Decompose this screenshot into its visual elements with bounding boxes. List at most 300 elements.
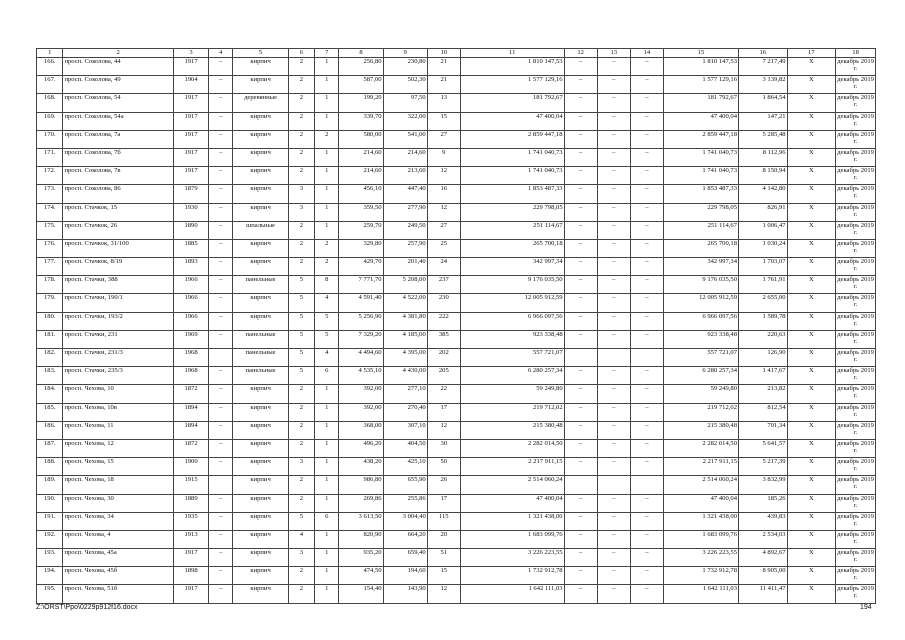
- cell-residents: 51: [427, 549, 460, 567]
- cell-total-cost: 1 321 438,00: [460, 512, 564, 530]
- cell-marker: Х: [787, 439, 836, 457]
- cell-cost-sum: 1 741 040,73: [663, 148, 738, 166]
- cell-address: просп. Соколова, 7б: [63, 148, 173, 166]
- cell-deadline: декабрь 2019 г.: [836, 367, 876, 385]
- column-header: 5: [233, 49, 288, 58]
- cell-col-12: –: [564, 294, 597, 312]
- cell-col-12: –: [564, 330, 597, 348]
- cell-entrances: 1: [315, 421, 339, 439]
- cell-total-area: 4 591,40: [339, 294, 383, 312]
- cell-col-14: –: [630, 167, 663, 185]
- cell-cost-sum: 265 700,18: [663, 239, 738, 257]
- table-row: [37, 239, 876, 257]
- cell-unit-cost: 701,34: [739, 421, 788, 439]
- cell-col-13: –: [597, 185, 630, 203]
- cell-year: 1966: [173, 312, 208, 330]
- cell-unit-cost: 2 655,00: [739, 294, 788, 312]
- cell-residents: 115: [427, 512, 460, 530]
- cell-floors: 2: [288, 112, 314, 130]
- cell-entrances: 1: [315, 185, 339, 203]
- cell-col-4: –: [209, 167, 233, 185]
- cell-address: просп. Чехова, 4: [63, 530, 173, 548]
- cell-residents: 222: [427, 312, 460, 330]
- cell-row-number: 176.: [37, 239, 63, 257]
- cell-total-area: 7 771,70: [339, 276, 383, 294]
- cell-total-cost: 923 338,48: [460, 330, 564, 348]
- cell-unit-cost: 1 006,47: [739, 221, 788, 239]
- cell-residents: 27: [427, 221, 460, 239]
- cell-row-number: 181.: [37, 330, 63, 348]
- cell-year: 1968: [173, 367, 208, 385]
- cell-deadline: декабрь 2019 г.: [836, 476, 876, 494]
- cell-year: 1966: [173, 294, 208, 312]
- cell-cost-sum: 1 321 438,00: [663, 512, 738, 530]
- cell-col-4: –: [209, 258, 233, 276]
- cell-col-14: –: [630, 494, 663, 512]
- cell-entrances: 2: [315, 258, 339, 276]
- cell-col-12: –: [564, 367, 597, 385]
- cell-address: просп. Стачки, 190/1: [63, 294, 173, 312]
- cell-address: просп. Стачки, 231: [63, 330, 173, 348]
- cell-residents: 17: [427, 494, 460, 512]
- table-row: [37, 494, 876, 512]
- cell-unit-cost: 4 142,80: [739, 185, 788, 203]
- cell-cost-sum: 6 966 097,56: [663, 312, 738, 330]
- cell-cost-sum: 923 338,48: [663, 330, 738, 348]
- cell-floors: 5: [288, 330, 314, 348]
- cell-col-14: –: [630, 585, 663, 603]
- cell-marker: Х: [787, 530, 836, 548]
- table-row: [37, 58, 876, 76]
- cell-year: 1904: [173, 76, 208, 94]
- cell-col-12: –: [564, 203, 597, 221]
- cell-marker: Х: [787, 239, 836, 257]
- cell-address: просп. Стачки, 193/2: [63, 312, 173, 330]
- table-row: [37, 203, 876, 221]
- cell-living-area: 4 381,80: [383, 312, 427, 330]
- table-row: [37, 94, 876, 112]
- cell-row-number: 180.: [37, 312, 63, 330]
- cell-residents: 15: [427, 112, 460, 130]
- cell-unit-cost: 1 589,78: [739, 312, 788, 330]
- cell-wall-material: кирпич: [233, 185, 288, 203]
- cell-residents: 237: [427, 276, 460, 294]
- cell-living-area: 277,10: [383, 385, 427, 403]
- cell-entrances: 1: [315, 112, 339, 130]
- cell-total-area: 214,60: [339, 167, 383, 185]
- cell-total-area: 496,20: [339, 439, 383, 457]
- table-body: [37, 58, 876, 604]
- cell-col-12: –: [564, 239, 597, 257]
- cell-residents: 15: [427, 567, 460, 585]
- cell-cost-sum: 1 741 040,73: [663, 167, 738, 185]
- cell-deadline: декабрь 2019 г.: [836, 567, 876, 585]
- cell-wall-material: кирпич: [233, 530, 288, 548]
- cell-deadline: декабрь 2019 г.: [836, 385, 876, 403]
- cell-col-4: –: [209, 130, 233, 148]
- cell-wall-material: кирпич: [233, 403, 288, 421]
- cell-row-number: 187.: [37, 439, 63, 457]
- cell-living-area: 4 395,00: [383, 349, 427, 367]
- cell-total-area: 368,00: [339, 421, 383, 439]
- cell-address: просп. Стачкок, 26: [63, 221, 173, 239]
- cell-col-14: –: [630, 512, 663, 530]
- cell-marker: Х: [787, 494, 836, 512]
- cell-marker: Х: [787, 476, 836, 494]
- cell-col-14: –: [630, 130, 663, 148]
- page-number: 194: [860, 604, 872, 611]
- cell-row-number: 179.: [37, 294, 63, 312]
- cell-residents: 12: [427, 585, 460, 603]
- cell-year: 1898: [173, 567, 208, 585]
- table-row: [37, 439, 876, 457]
- cell-col-13: –: [597, 385, 630, 403]
- cell-residents: 21: [427, 58, 460, 76]
- cell-wall-material: кирпич: [233, 239, 288, 257]
- cell-col-13: –: [597, 567, 630, 585]
- cell-marker: Х: [787, 221, 836, 239]
- cell-wall-material: деревянные: [233, 94, 288, 112]
- table-row: [37, 403, 876, 421]
- cell-total-cost: 229 798,05: [460, 203, 564, 221]
- cell-wall-material: кирпич: [233, 421, 288, 439]
- cell-total-cost: 1 853 487,33: [460, 185, 564, 203]
- cell-residents: 50: [427, 458, 460, 476]
- cell-row-number: 194.: [37, 567, 63, 585]
- cell-residents: 230: [427, 294, 460, 312]
- cell-col-14: –: [630, 294, 663, 312]
- cell-col-4: –: [209, 76, 233, 94]
- cell-deadline: декабрь 2019 г.: [836, 312, 876, 330]
- cell-total-cost: 1 741 040,73: [460, 148, 564, 166]
- cell-deadline: декабрь 2019 г.: [836, 258, 876, 276]
- cell-floors: 3: [288, 458, 314, 476]
- cell-living-area: 4 185,00: [383, 330, 427, 348]
- cell-col-14: –: [630, 385, 663, 403]
- cell-col-13: –: [597, 549, 630, 567]
- cell-cost-sum: 1 732 912,78: [663, 567, 738, 585]
- cell-entrances: 5: [315, 330, 339, 348]
- cell-col-12: –: [564, 439, 597, 457]
- cell-row-number: 170.: [37, 130, 63, 148]
- cell-total-area: 438,20: [339, 458, 383, 476]
- cell-col-13: –: [597, 512, 630, 530]
- cell-cost-sum: 219 712,02: [663, 403, 738, 421]
- cell-unit-cost: 8 905,00: [739, 567, 788, 585]
- cell-floors: 2: [288, 258, 314, 276]
- cell-wall-material: кирпич: [233, 458, 288, 476]
- cell-marker: Х: [787, 458, 836, 476]
- cell-marker: Х: [787, 94, 836, 112]
- cell-row-number: 172.: [37, 167, 63, 185]
- cell-year: 1917: [173, 94, 208, 112]
- cell-floors: 2: [288, 439, 314, 457]
- cell-col-4: –: [209, 567, 233, 585]
- cell-total-area: 474,50: [339, 567, 383, 585]
- cell-row-number: 185.: [37, 403, 63, 421]
- cell-residents: 20: [427, 530, 460, 548]
- cell-living-area: 214,60: [383, 148, 427, 166]
- cell-cost-sum: 6 280 257,34: [663, 367, 738, 385]
- cell-col-12: –: [564, 567, 597, 585]
- cell-total-cost: 12 005 912,59: [460, 294, 564, 312]
- cell-living-area: 4 522,00: [383, 294, 427, 312]
- cell-total-cost: 1 732 912,78: [460, 567, 564, 585]
- cell-address: просп. Чехова, 45б: [63, 567, 173, 585]
- cell-cost-sum: 229 798,05: [663, 203, 738, 221]
- cell-col-14: –: [630, 403, 663, 421]
- column-header: 6: [288, 49, 314, 58]
- cell-unit-cost: 5 285,48: [739, 130, 788, 148]
- cell-unit-cost: 5 217,39: [739, 458, 788, 476]
- cell-col-13: –: [597, 94, 630, 112]
- column-header: 1: [37, 49, 63, 58]
- cell-address: просп. Чехова, 15: [63, 458, 173, 476]
- cell-living-area: 307,10: [383, 421, 427, 439]
- cell-residents: 205: [427, 367, 460, 385]
- cell-marker: Х: [787, 585, 836, 603]
- cell-deadline: декабрь 2019 г.: [836, 167, 876, 185]
- cell-cost-sum: 47 400,04: [663, 494, 738, 512]
- cell-wall-material: кирпич: [233, 167, 288, 185]
- cell-unit-cost: 220,63: [739, 330, 788, 348]
- cell-floors: 2: [288, 239, 314, 257]
- cell-col-4: –: [209, 549, 233, 567]
- cell-marker: Х: [787, 185, 836, 203]
- cell-residents: 12: [427, 421, 460, 439]
- cell-col-14: –: [630, 112, 663, 130]
- cell-col-12: –: [564, 130, 597, 148]
- cell-col-4: [209, 349, 233, 367]
- cell-row-number: 169.: [37, 112, 63, 130]
- cell-col-4: –: [209, 403, 233, 421]
- cell-deadline: декабрь 2019 г.: [836, 330, 876, 348]
- cell-cost-sum: 1 577 129,16: [663, 76, 738, 94]
- cell-year: 1917: [173, 585, 208, 603]
- cell-cost-sum: 2 859 447,18: [663, 130, 738, 148]
- cell-living-area: 655,90: [383, 476, 427, 494]
- cell-col-4: [209, 476, 233, 494]
- cell-col-13: –: [597, 276, 630, 294]
- cell-col-12: –: [564, 185, 597, 203]
- cell-floors: 2: [288, 421, 314, 439]
- column-header: 13: [597, 49, 630, 58]
- cell-living-area: 249,50: [383, 221, 427, 239]
- cell-cost-sum: 2 282 014,50: [663, 439, 738, 457]
- cell-deadline: декабрь 2019 г.: [836, 148, 876, 166]
- cell-address: просп. Чехова, 34: [63, 512, 173, 530]
- cell-living-area: 659,40: [383, 549, 427, 567]
- cell-year: 1915: [173, 476, 208, 494]
- table-header-row: [37, 49, 876, 58]
- cell-entrances: 1: [315, 549, 339, 567]
- cell-entrances: 2: [315, 130, 339, 148]
- cell-floors: 2: [288, 58, 314, 76]
- cell-total-cost: 47 400,04: [460, 494, 564, 512]
- cell-living-area: 404,50: [383, 439, 427, 457]
- cell-col-12: –: [564, 549, 597, 567]
- cell-total-cost: 2 514 060,24: [460, 476, 564, 494]
- cell-wall-material: шпальные: [233, 221, 288, 239]
- cell-col-12: –: [564, 512, 597, 530]
- cell-living-area: 194,60: [383, 567, 427, 585]
- cell-year: 1893: [173, 258, 208, 276]
- cell-total-cost: 6 280 257,34: [460, 367, 564, 385]
- cell-entrances: 1: [315, 58, 339, 76]
- cell-deadline: декабрь 2019 г.: [836, 549, 876, 567]
- cell-living-area: 3 004,40: [383, 512, 427, 530]
- cell-col-12: [564, 476, 597, 494]
- cell-total-cost: 9 176 035,50: [460, 276, 564, 294]
- cell-total-area: 269,86: [339, 494, 383, 512]
- cell-total-cost: 342 997,34: [460, 258, 564, 276]
- cell-col-14: –: [630, 439, 663, 457]
- table-row: [37, 585, 876, 603]
- column-header: 9: [383, 49, 427, 58]
- cell-total-cost: 265 700,18: [460, 239, 564, 257]
- cell-floors: 2: [288, 148, 314, 166]
- cell-row-number: 188.: [37, 458, 63, 476]
- cell-row-number: 189.: [37, 476, 63, 494]
- cell-marker: Х: [787, 148, 836, 166]
- cell-col-14: –: [630, 148, 663, 166]
- column-header: 17: [787, 49, 836, 58]
- cell-total-cost: 219 712,02: [460, 403, 564, 421]
- cell-cost-sum: 215 380,48: [663, 421, 738, 439]
- cell-residents: 22: [427, 385, 460, 403]
- cell-col-4: –: [209, 494, 233, 512]
- document-page: [36, 48, 876, 604]
- cell-total-cost: 2 859 447,18: [460, 130, 564, 148]
- cell-col-12: –: [564, 585, 597, 603]
- cell-col-4: –: [209, 185, 233, 203]
- cell-unit-cost: 1 761,91: [739, 276, 788, 294]
- cell-row-number: 166.: [37, 58, 63, 76]
- cell-entrances: 1: [315, 439, 339, 457]
- cell-deadline: декабрь 2019 г.: [836, 458, 876, 476]
- cell-row-number: 195.: [37, 585, 63, 603]
- cell-year: 1890: [173, 221, 208, 239]
- cell-marker: Х: [787, 385, 836, 403]
- cell-col-4: –: [209, 312, 233, 330]
- cell-floors: 3: [288, 203, 314, 221]
- cell-row-number: 191.: [37, 512, 63, 530]
- cell-marker: Х: [787, 258, 836, 276]
- cell-col-4: –: [209, 112, 233, 130]
- cell-deadline: декабрь 2019 г.: [836, 294, 876, 312]
- cell-marker: Х: [787, 112, 836, 130]
- cell-marker: Х: [787, 512, 836, 530]
- cell-living-area: 502,30: [383, 76, 427, 94]
- column-header: 11: [460, 49, 564, 58]
- cell-col-14: –: [630, 76, 663, 94]
- table-row: [37, 294, 876, 312]
- cell-row-number: 184.: [37, 385, 63, 403]
- cell-wall-material: кирпич: [233, 148, 288, 166]
- cell-cost-sum: 2 217 911,15: [663, 458, 738, 476]
- cell-unit-cost: 7 217,49: [739, 58, 788, 76]
- cell-marker: Х: [787, 421, 836, 439]
- cell-col-14: –: [630, 276, 663, 294]
- cell-marker: Х: [787, 567, 836, 585]
- cell-floors: 4: [288, 530, 314, 548]
- cell-cost-sum: 1 642 111,03: [663, 585, 738, 603]
- cell-col-14: –: [630, 239, 663, 257]
- cell-col-4: –: [209, 367, 233, 385]
- column-header: 8: [339, 49, 383, 58]
- cell-wall-material: кирпич: [233, 494, 288, 512]
- cell-floors: 5: [288, 512, 314, 530]
- cell-floors: 2: [288, 494, 314, 512]
- cell-unit-cost: 126,90: [739, 349, 788, 367]
- cell-marker: Х: [787, 549, 836, 567]
- cell-address: просп. Стачки, 231/3: [63, 349, 173, 367]
- cell-col-13: –: [597, 58, 630, 76]
- cell-col-14: –: [630, 330, 663, 348]
- cell-col-14: –: [630, 367, 663, 385]
- cell-year: 1872: [173, 439, 208, 457]
- cell-cost-sum: 342 997,34: [663, 258, 738, 276]
- cell-floors: 5: [288, 349, 314, 367]
- cell-col-4: –: [209, 530, 233, 548]
- cell-entrances: 6: [315, 512, 339, 530]
- cell-marker: Х: [787, 349, 836, 367]
- cell-wall-material: кирпич: [233, 258, 288, 276]
- cell-residents: 17: [427, 403, 460, 421]
- cell-year: 1885: [173, 239, 208, 257]
- cell-row-number: 183.: [37, 367, 63, 385]
- cell-col-4: –: [209, 148, 233, 166]
- cell-total-cost: 251 114,67: [460, 221, 564, 239]
- cell-wall-material: кирпич: [233, 567, 288, 585]
- cell-total-cost: 2 282 014,50: [460, 439, 564, 457]
- cell-total-area: 339,70: [339, 112, 383, 130]
- cell-cost-sum: 1 853 487,33: [663, 185, 738, 203]
- cell-floors: 2: [288, 76, 314, 94]
- cell-entrances: 6: [315, 367, 339, 385]
- column-header: 10: [427, 49, 460, 58]
- cell-wall-material: панельные: [233, 330, 288, 348]
- cell-col-13: [597, 476, 630, 494]
- cell-residents: 25: [427, 239, 460, 257]
- cell-year: 1889: [173, 494, 208, 512]
- cell-wall-material: кирпич: [233, 512, 288, 530]
- cell-unit-cost: 1 864,54: [739, 94, 788, 112]
- cell-unit-cost: 3 139,82: [739, 76, 788, 94]
- column-header: 3: [173, 49, 208, 58]
- cell-wall-material: кирпич: [233, 385, 288, 403]
- cell-col-14: –: [630, 185, 663, 203]
- cell-residents: 9: [427, 148, 460, 166]
- cell-total-cost: 1 741 040,73: [460, 167, 564, 185]
- cell-entrances: 1: [315, 76, 339, 94]
- cell-marker: Х: [787, 203, 836, 221]
- cell-wall-material: кирпич: [233, 112, 288, 130]
- table-row: [37, 167, 876, 185]
- table-row: [37, 530, 876, 548]
- cell-year: 1872: [173, 385, 208, 403]
- cell-marker: Х: [787, 330, 836, 348]
- cell-col-14: –: [630, 458, 663, 476]
- cell-entrances: 1: [315, 203, 339, 221]
- cell-cost-sum: 59 249,80: [663, 385, 738, 403]
- cell-living-area: 270,40: [383, 403, 427, 421]
- cell-col-14: –: [630, 549, 663, 567]
- cell-row-number: 190.: [37, 494, 63, 512]
- cell-col-12: –: [564, 312, 597, 330]
- cell-row-number: 174.: [37, 203, 63, 221]
- cell-entrances: 1: [315, 221, 339, 239]
